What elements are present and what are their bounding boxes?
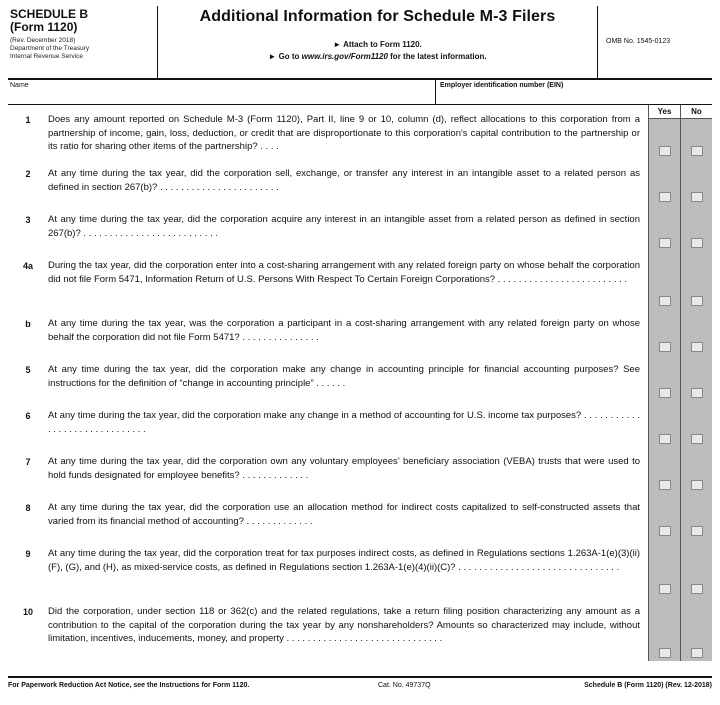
yes-checkbox[interactable]: [659, 296, 671, 306]
no-checkbox[interactable]: [691, 238, 703, 248]
question-text: At any time during the tax year, did the corporation make any change in accounting principle for financial accounting purposes? See instructions for the definition of “change in accounting principle” . . . . . .: [48, 364, 640, 389]
question-number: 1: [25, 115, 31, 125]
yes-checkbox[interactable]: [659, 584, 671, 594]
question-row-6: [8, 401, 712, 447]
yes-checkbox[interactable]: [659, 526, 671, 536]
yes-checkbox[interactable]: [659, 192, 671, 202]
form-footer: [8, 676, 712, 692]
arrow-right-icon: ►: [268, 52, 277, 61]
yes-header: Yes: [648, 105, 680, 119]
no-checkbox[interactable]: [691, 388, 703, 398]
question-text: At any time during the tax year, was the corporation a participant in a cost-sharing arrangement with any related foreign party on whose behalf the corporation did not file Form 5471? . . . . . . . . . . . . . . .: [48, 318, 640, 343]
question-number: 5: [25, 365, 31, 375]
question-number: 6: [25, 411, 31, 421]
catalog-number: Cat. No. 49737Q: [378, 681, 431, 689]
question-text: At any time during the tax year, did the corporation own any voluntary employees’ beneficiary association (VEBA) trusts that were used to hold funds designated for employee benefits? . . . . . . . . . . . . .: [48, 456, 640, 481]
question-number: 8: [25, 503, 31, 513]
name-ein-row: [8, 80, 712, 105]
question-row-3: [8, 205, 712, 251]
ein-field[interactable]: [435, 80, 712, 104]
goto-instruction: [158, 52, 597, 61]
form-title: Additional Information for Schedule M-3 Filers: [199, 8, 556, 25]
question-number: 4a: [22, 261, 33, 271]
question-text: At any time during the tax year, did the corporation acquire any interest in an intangible asset from a related person as defined in section 267(b)? . . . . . . . . . . . . . . . . . . . . . . . . . .: [48, 214, 640, 239]
question-text: At any time during the tax year, did the corporation make any change in a method of accounting for U.S. income tax purposes? . . . . . . . . . . . . . . . . . . . . . . . . . . . . . .: [48, 410, 640, 435]
department: Department of the Treasury: [10, 45, 90, 52]
omb-number: OMB No. 1545-0123: [606, 38, 671, 45]
name-field[interactable]: [8, 80, 435, 104]
yes-checkbox[interactable]: [659, 480, 671, 490]
yes-checkbox[interactable]: [659, 342, 671, 352]
paperwork-notice: For Paperwork Reduction Act Notice, see the Instructions for Form 1120.: [8, 681, 250, 689]
question-row-4b: [8, 309, 712, 355]
question-row-10: [8, 597, 712, 661]
name-label: Name: [10, 82, 29, 89]
form-header: [8, 6, 712, 80]
form-page: [8, 6, 712, 692]
question-number: 10: [22, 607, 33, 617]
attach-text: Attach to Form 1120.: [343, 40, 422, 49]
question-text: Did the corporation, under section 118 or 362(c) and the related regulations, take a return filing position characterizing any amount as a contribution to the capital of the corporation during the tax year by any nonshareholders? Amounts so characterized may include, without limitation, incentives, inducements, money, and property . . . . . . . . . . . . . . . . . . . . . . . . . . . . . .: [48, 606, 640, 644]
goto-prefix: Go to: [278, 52, 302, 61]
question-row-7: [8, 447, 712, 493]
no-checkbox[interactable]: [691, 192, 703, 202]
no-checkbox[interactable]: [691, 434, 703, 444]
form-reference: Schedule B (Form 1120) (Rev. 12-2018): [584, 681, 712, 689]
question-row-1: [8, 105, 712, 159]
arrow-right-icon: ►: [333, 40, 342, 49]
question-text: At any time during the tax year, did the corporation treat for tax purposes indirect costs, as defined in Regulations sections 1.263A-1(e)(3)(ii)(F), (G), and (H), as mixed-service costs, as defined in Regulations section 1.263A-1(e)(4)(ii)(C)? . . . . . . . . . . . . . . . . . . . . . . . . . . . . . . .: [48, 548, 640, 573]
no-checkbox[interactable]: [691, 480, 703, 490]
revision-date: (Rev. December 2018): [10, 37, 76, 44]
question-number: b: [25, 319, 31, 329]
question-row-9: [8, 539, 712, 597]
no-header: No: [680, 105, 712, 119]
question-row-4a: [8, 251, 712, 309]
yes-no-header: [648, 105, 712, 119]
yes-checkbox[interactable]: [659, 146, 671, 156]
question-number: 3: [25, 215, 31, 225]
question-number: 9: [25, 549, 31, 559]
ein-label: Employer identification number (EIN): [440, 82, 564, 89]
no-checkbox[interactable]: [691, 648, 703, 658]
yes-checkbox[interactable]: [659, 648, 671, 658]
form-id-block: [8, 6, 158, 78]
question-row-2: [8, 159, 712, 205]
no-checkbox[interactable]: [691, 146, 703, 156]
omb-block: [597, 6, 712, 78]
question-text: During the tax year, did the corporation enter into a cost-sharing arrangement with any related foreign party on whose behalf the corporation did not file Form 5471, Information Return of U.S. Persons With Respect To Certain Foreign Corporations? . . . . . . . . . . . . . . . . . . . . . . . . .: [48, 260, 640, 285]
question-text: At any time during the tax year, did the corporation use an allocation method for indirect costs capitalized to self-constructed assets that varied from its financial method of accounting? . . . . . . . . . . . . .: [48, 502, 640, 527]
no-checkbox[interactable]: [691, 526, 703, 536]
question-number: 2: [25, 169, 31, 179]
question-row-8: [8, 493, 712, 539]
schedule-label: SCHEDULE B: [10, 7, 89, 21]
attach-instruction: [158, 40, 597, 49]
no-checkbox[interactable]: [691, 342, 703, 352]
question-row-5: [8, 355, 712, 401]
question-text: Does any amount reported on Schedule M-3 (Form 1120), Part II, line 9 or 10, column (d), reflect allocations to this corporation from a partnership of income, gain, loss, deduction, or credit that are disproportionate to this corporation's capital contribution to the partnership or its ratio for sharing other items of the partnership? . . . .: [48, 114, 640, 152]
title-block: [158, 6, 597, 78]
no-checkbox[interactable]: [691, 296, 703, 306]
no-checkbox[interactable]: [691, 584, 703, 594]
yes-checkbox[interactable]: [659, 434, 671, 444]
irs-link[interactable]: www.irs.gov/Form1120: [301, 52, 388, 61]
goto-suffix: for the latest information.: [387, 52, 487, 61]
irs-label: Internal Revenue Service: [10, 53, 83, 60]
question-text: At any time during the tax year, did the corporation sell, exchange, or transfer any interest in an intangible asset to a related person as defined in section 267(b)? . . . . . . . . . . . . . . . . . . . . . . .: [48, 168, 640, 193]
question-number: 7: [25, 457, 31, 467]
yes-checkbox[interactable]: [659, 238, 671, 248]
form-label: (Form 1120): [10, 20, 78, 34]
questions-table: [8, 105, 712, 661]
yes-checkbox[interactable]: [659, 388, 671, 398]
